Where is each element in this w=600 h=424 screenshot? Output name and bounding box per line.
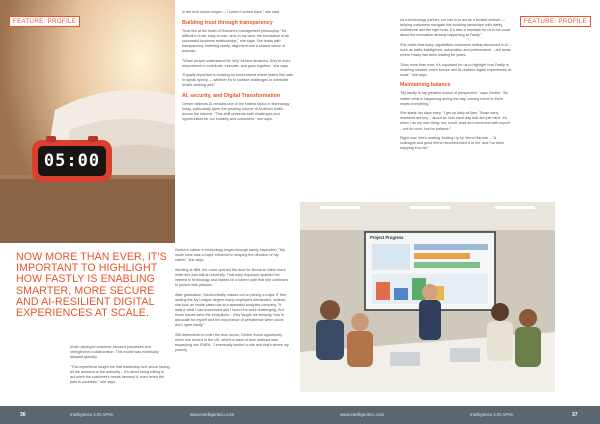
page-number: 37: [572, 412, 578, 418]
pull-quote: NOW MORE THAN EVER, IT'S IMPORTANT TO HIGHLIGHT HOW FASTLY IS ENABLING SMARTER, MORE SECURE AND AI-RESILIENT DIGITAL EXPERIENCES AT SCALE.: [16, 251, 167, 320]
alarm-clock-photo: [0, 0, 175, 243]
meeting-illustration: [300, 202, 555, 392]
text-column-left-bottom: [70, 345, 170, 390]
text-column-a: [182, 10, 294, 127]
page-number: 36: [20, 412, 26, 418]
section-tag: FEATURE: PROFILE: [520, 16, 591, 27]
paragraph: "When people understand the 'why' behind decisions, they're more empowered to contribute, innovate, and grow together," she says.: [182, 58, 291, 68]
paragraph: Gerber's career in technology began through family inspiration. "My uncle once was a major influence in shaping the direction of my career," she says.: [175, 248, 285, 263]
paragraph: She notes that many capabilities customers widely discussed in AI – such as traffic intelligence, automation and performance – are areas where Fastly has been leading for years.: [400, 42, 512, 58]
meeting-photo: [300, 202, 555, 392]
paragraph: In the tech sector began — I haven't looked back," she said.: [182, 10, 280, 14]
paragraph: Still determined to enter the tech sector, Gerber found opportunity when she moved to the UK, where a wave of tech startups was expanding into EMEA. "I eventually landed a role and that's where my journey: [175, 332, 289, 353]
paragraph: She starts her days early. "I get up daily at 5am. Those early moments are key – about an hour each day that are just mine. It's when I do my own thing: run, scroll, read and reconnect with myself – not for work, but for balance.": [400, 111, 510, 131]
subheading: Maintaining balance: [400, 82, 451, 89]
paragraph: After graduation, Nicola initially missed out on joining a major IT firm, lacking the Ivy League degree many employers demanded. Instead, she took an inside sales role at a specialist analytics company. "It wasn't what I had envisioned and I found the work challenging. But those issues were the exceptions – they taught me tenacity, how to advocate for myself and the importance of persistence when doors don't open easily.": [175, 292, 288, 328]
paragraph: which deployed customer-focused processes and strengthened collaboration. This model was eventually adopted globally.: [70, 345, 159, 360]
subheading: AI, security, and Digital Transformation: [182, 93, 281, 100]
alarm-clock-illustration: [0, 0, 175, 243]
paragraph: "Equally important is creating an environment where teams feel safe to speak openly — whether it's to surface challenges or celebrate what's working well.": [182, 73, 294, 88]
paragraph: Gerber believes AI remains one of the hottest topics in technology today, particularly given the growing volume of AI-driven traffic across the internet. "This shift presents both challenges and opportunities for our industry and customers," she says.: [182, 102, 290, 122]
footer-right: [300, 406, 600, 424]
publication-url: www.intelligentcio.com: [190, 412, 235, 417]
footer-left: [0, 406, 300, 424]
text-column-left-mid: [175, 248, 290, 358]
text-column-b: [400, 18, 512, 156]
publication-name: Intelligence CIO APAC: [470, 412, 514, 417]
paragraph: As a technology partner, our role is to act as a trusted adviser — helping customers navigate this evolving landscape with clarity, confidence and the right tools. It's also a mandate for us to be vocal about the innovation already happening at Fastly.": [400, 18, 511, 38]
publication-name: Intelligence CIO APAC: [70, 412, 114, 417]
screen-title: Project Progress: [370, 235, 404, 240]
section-tag: FEATURE: PROFILE: [9, 16, 80, 27]
paragraph: Right now, she's reading Scaling Up by Verne Harnish – "A colleague and good friend recommended it to me, and I've been enjoying it so far.": [400, 136, 505, 151]
paragraph: "This experience taught me that leadership isn't about having all the answers or the authority – it's about being willing to act when the customer's needs demand it, even when the path is uncertain," she says.: [70, 364, 170, 385]
clock-display: 05:00: [43, 151, 101, 171]
subheading: Building trust through transparency: [182, 19, 273, 26]
paragraph: "My family is my greatest source of perspective," says Gerber. "No matter what is happening during the day, coming home to them resets everything.": [400, 91, 509, 106]
paragraph: Working at IBM, her uncle opened the door for Nicola to intern there while she was still at university. That early exposure sparked her interest in technology and started on a career path that she continues to pursue with passion.: [175, 267, 289, 288]
publication-url: www.intelligentcio.com: [340, 412, 385, 417]
paragraph: "Now more than ever, it's important for us to highlight how Fastly is enabling smarter, more secure and AI-resilient digital experiences at scale," she says.: [400, 62, 511, 77]
paragraph: Trust lies at the heart of Sweden's management philosophy. "It's difficult to trust, easy to lose, and, in my view, the foundation of all successful business relationships," she says. She leads with transparency, fostering clarity, alignment and a shared sense of purpose.: [182, 28, 289, 53]
